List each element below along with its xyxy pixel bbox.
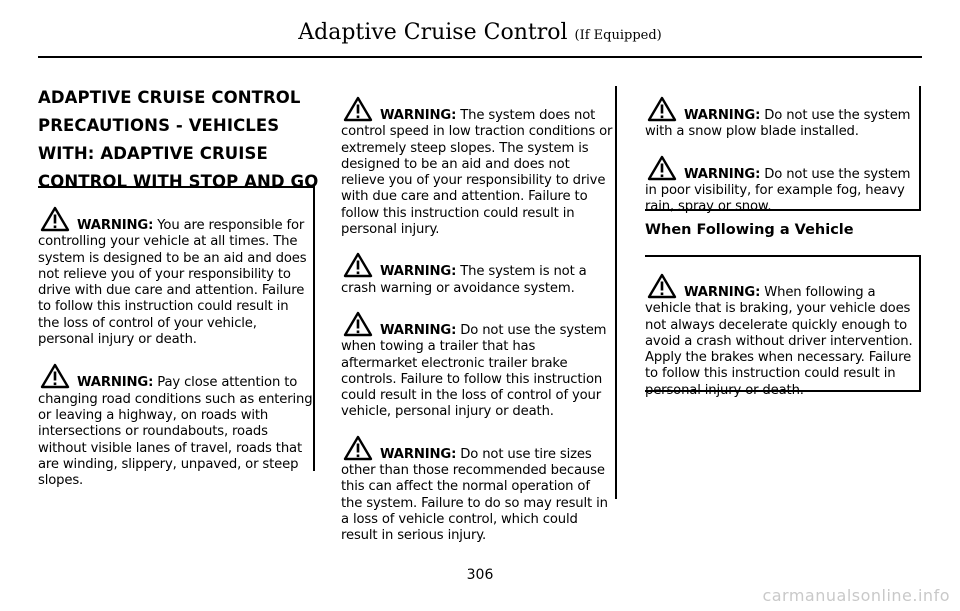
warning-paragraph <box>645 96 919 141</box>
page-header <box>0 20 960 45</box>
warning-box-col2 <box>341 86 617 544</box>
warning-paragraph <box>645 273 919 399</box>
warning-text: Do not use the system when towing a trailer that has aftermarket electronic trailer brake controls. Failure to follow this instruction could result in the loss of control of your vehicle, personal injury or death. <box>341 322 607 420</box>
section-heading: ADAPTIVE CRUISE CONTROL PRECAUTIONS - VEHICLES WITH: ADAPTIVE CRUISE CONTROL WITH STOP AND GO <box>38 88 319 191</box>
warning-box-col3-top <box>645 86 921 215</box>
warning-text: Do not use the system in poor visibility, for example fog, heavy rain, spray or snow. <box>645 166 911 215</box>
warning-label: WARNING: <box>77 375 154 391</box>
header-subtitle: (If Equipped) <box>574 28 662 43</box>
warning-label: WARNING: <box>684 285 761 300</box>
warning-label: WARNING: <box>684 108 761 123</box>
warning-paragraph <box>341 252 615 297</box>
warning-text: You are responsible for controlling your vehicle at all times. The system is designed to be an aid and does not relieve you of your responsibility to drive with due care and attention. Failure to follow this instruction could result in the loss of control of your vehicle, personal injury or death. <box>38 218 307 348</box>
warning-text: The system does not control speed in low traction conditions or extremely steep slopes. The system is designed to be an aid and does not relieve you of your responsibility to drive with due care and attention. Failure to follow this instruction could result in personal injury. <box>341 108 613 238</box>
warning-paragraph <box>645 155 919 216</box>
watermark: carmanualsonline.info <box>762 586 950 605</box>
column-1 <box>38 84 319 196</box>
warning-label: WARNING: <box>380 264 457 280</box>
warning-paragraph <box>38 206 313 348</box>
warning-triangle-icon <box>40 363 70 389</box>
warning-triangle-icon <box>40 206 70 232</box>
warning-text: Do not use the system with a snow plow blade installed. <box>645 108 911 140</box>
warning-triangle-icon <box>647 273 677 299</box>
warning-box-col1 <box>38 186 315 489</box>
warning-triangle-icon <box>343 311 373 337</box>
warning-text: Pay close attention to changing road conditions such as entering or leaving a highway, on roads with intersections or roundabouts, roads without visible lanes of travel, roads that are winding, slippery, unpaved, or steep slopes. <box>38 375 313 489</box>
sub-heading: When Following a Vehicle <box>645 222 854 238</box>
header-rule <box>38 56 922 58</box>
warning-label: WARNING: <box>77 218 154 233</box>
warning-text: When following a vehicle that is braking, your vehicle does not always decelerate quickly enough to avoid a crash without driver intervention. Apply the brakes when necessary. Failure to follow this instruction could result in personal injury or death. <box>645 285 913 398</box>
warning-triangle-icon <box>647 155 677 181</box>
warning-triangle-icon <box>343 252 373 278</box>
warning-label: WARNING: <box>380 108 457 123</box>
warning-text: Do not use tire sizes other than those recommended because this can affect the normal operation of the system. Failure to do so may result in a loss of vehicle control, which could result in serious injury. <box>341 446 608 544</box>
warning-text: The system is not a crash warning or avoidance system. <box>341 264 587 296</box>
warning-paragraph <box>38 363 313 489</box>
page-number: 306 <box>466 567 494 583</box>
warning-label: WARNING: <box>380 322 457 338</box>
warning-triangle-icon <box>343 435 373 461</box>
warning-paragraph <box>341 435 615 545</box>
warning-triangle-icon <box>343 96 373 122</box>
warning-box-col3-bottom <box>645 255 921 398</box>
warning-triangle-icon <box>647 96 677 122</box>
header-title: Adaptive Cruise Control <box>298 20 568 45</box>
warning-paragraph <box>341 311 615 421</box>
warning-paragraph <box>341 96 615 238</box>
warning-label: WARNING: <box>380 446 457 462</box>
warning-label: WARNING: <box>684 166 761 182</box>
